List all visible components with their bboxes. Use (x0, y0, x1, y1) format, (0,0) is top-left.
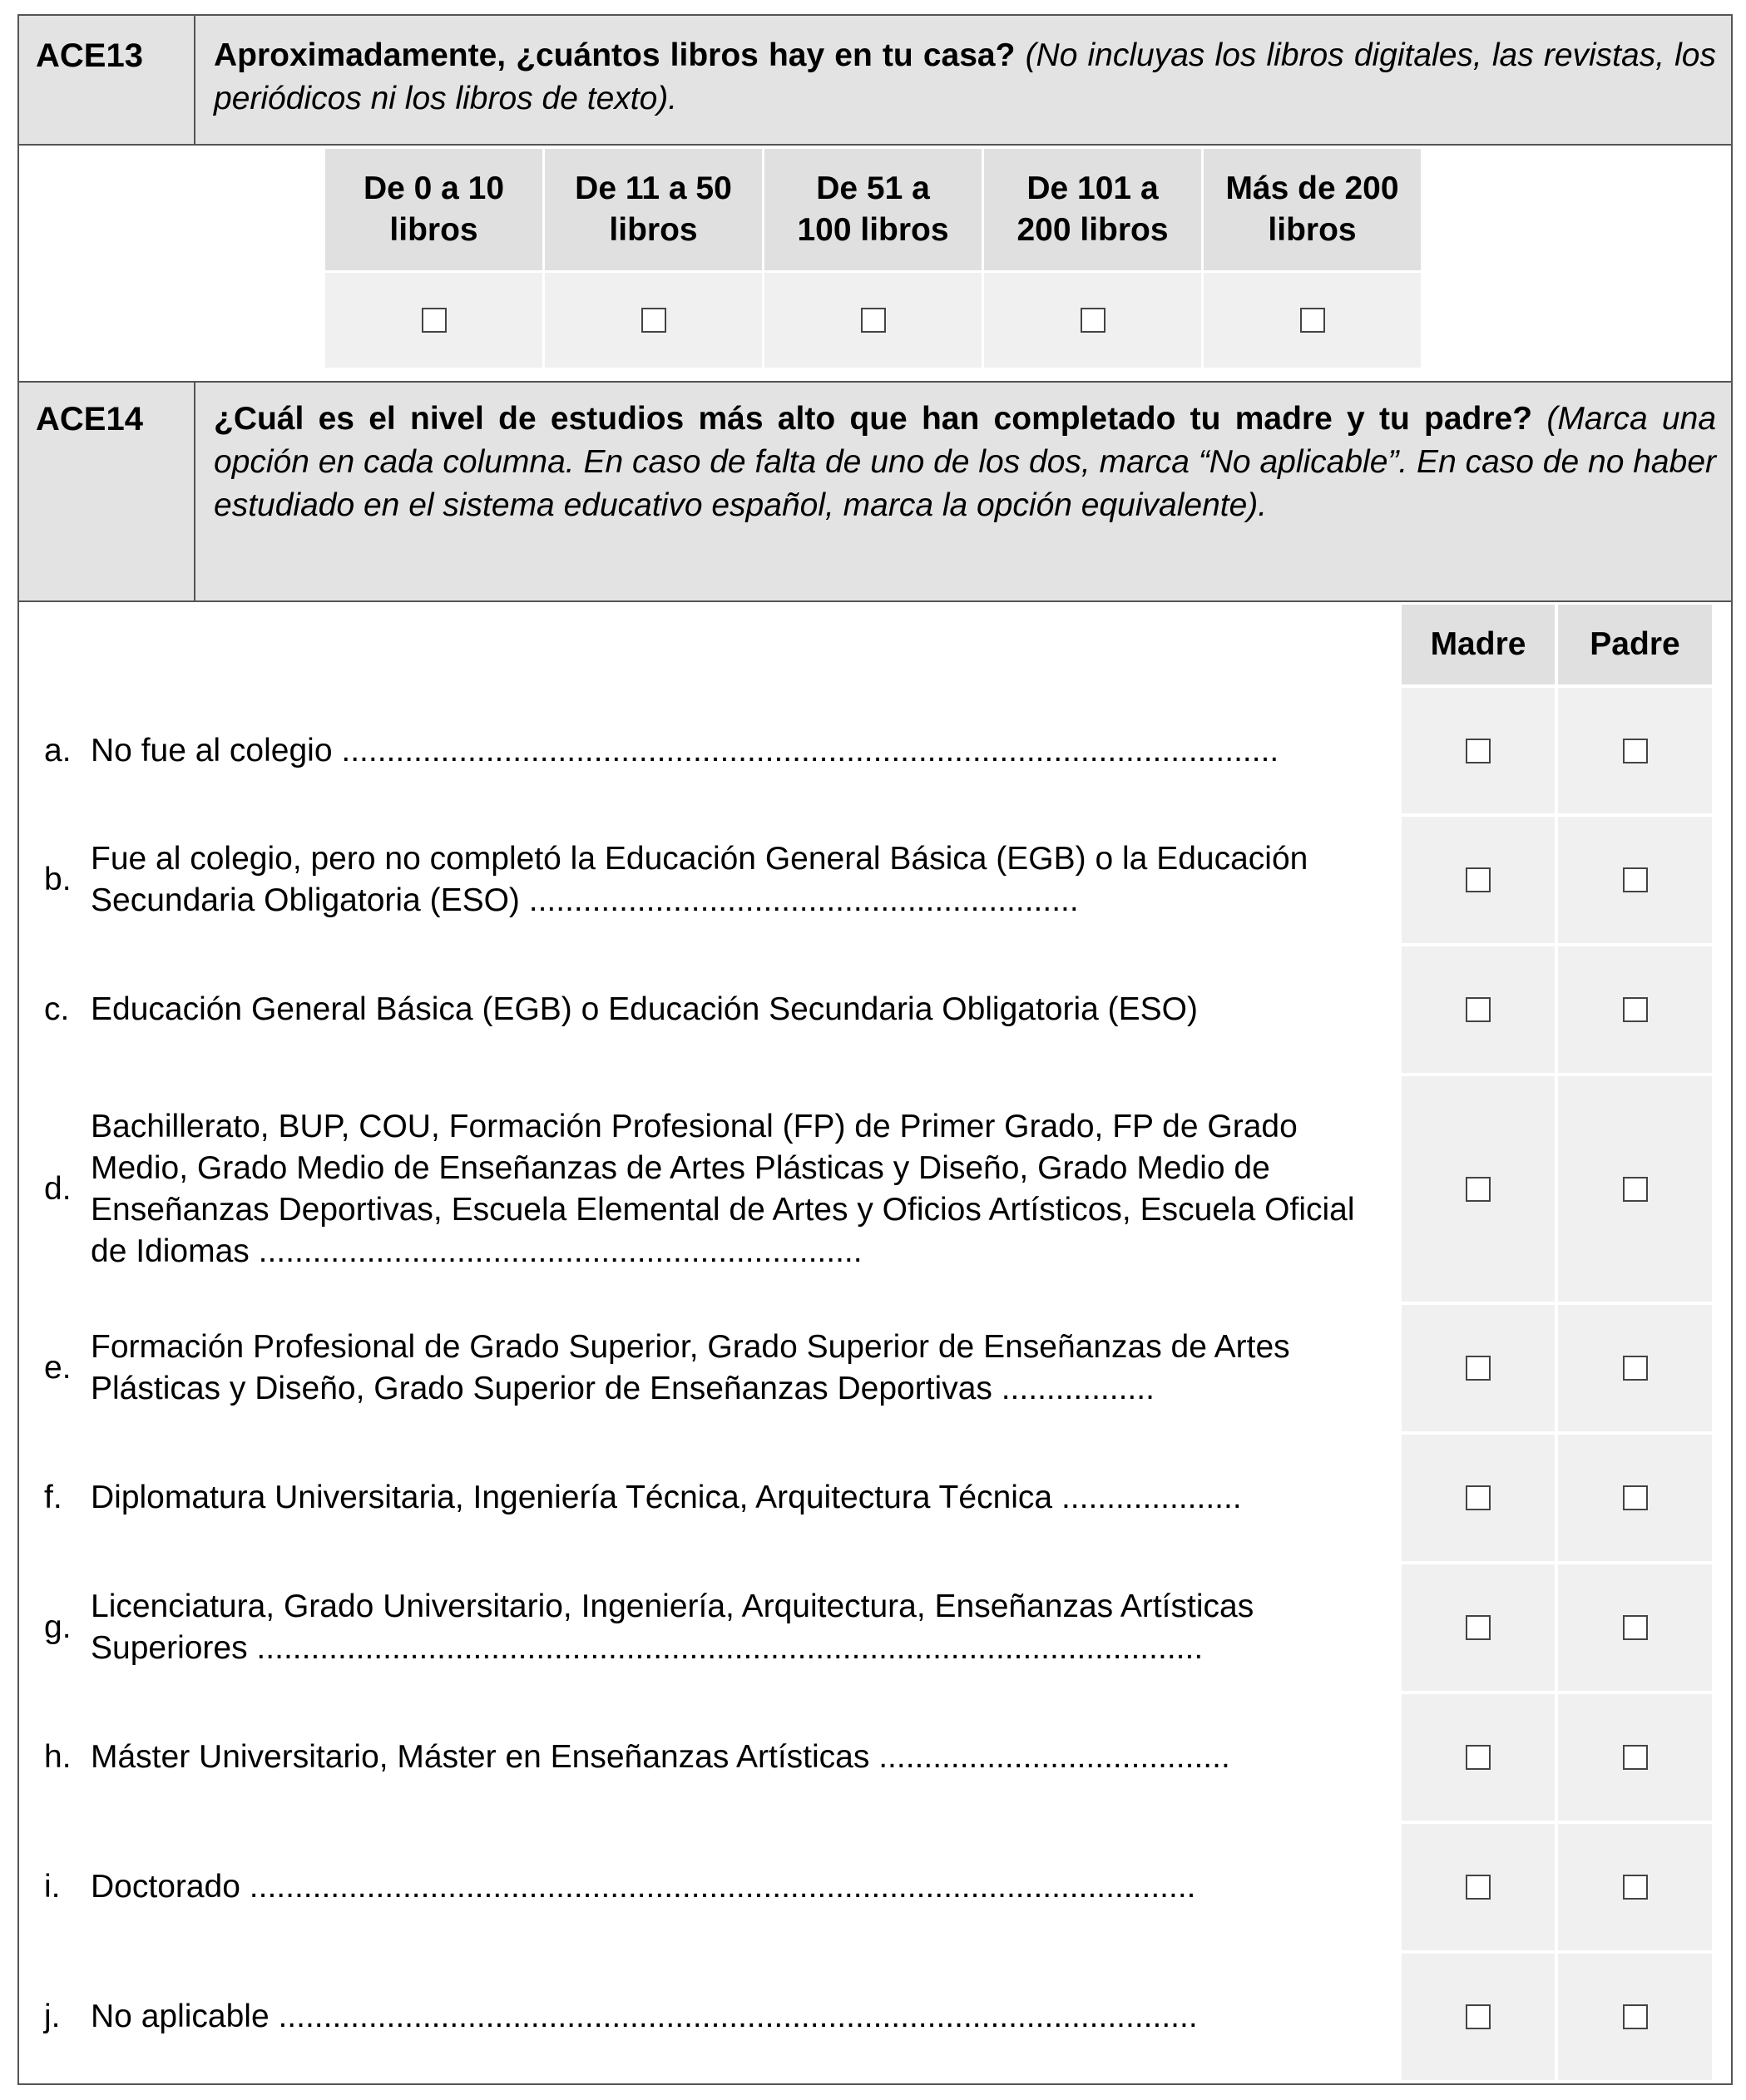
checkbox-cell-madre (1402, 1076, 1555, 1302)
ace14-question-italic: (Marca una opción en cada columna. En caso de falta de uno de los dos, marca “No aplicable”. En caso de no haber estudiado en el sistema educativo español, marca la opción equivalente). (214, 401, 1717, 523)
checkbox-cell-madre (1402, 1305, 1555, 1431)
checkbox-cell-madre (1402, 817, 1555, 943)
item-label: Licenciatura, Grado Universitario, Ingeniería, Arquitectura, Enseñanzas Artísticas Superiores ......................................................................................................... (91, 1589, 1254, 1666)
ace13-checkbox-51-100[interactable] (861, 308, 886, 333)
checkbox-cell-padre (1558, 1694, 1712, 1821)
ace13-id-cell (19, 16, 195, 144)
checkbox-cell-padre (1558, 1564, 1712, 1691)
ace13-checkbox-101-200[interactable] (1081, 308, 1105, 333)
item-label: Diplomatura Universitaria, Ingeniería Técnica, Arquitectura Técnica .................... (91, 1480, 1242, 1515)
list-item (44, 1305, 1392, 1431)
column-header-padre: Padre (1558, 605, 1712, 684)
ace14-question-bold: ¿Cuál es el nivel de estudios más alto que han completado tu madre y tu padre? (214, 401, 1533, 437)
ace13-option-header: Más de 200 libros (1204, 149, 1421, 270)
item-letter: i. (44, 1869, 61, 1905)
ace13-checkbox-11-50[interactable] (641, 308, 666, 333)
checkbox-cell-padre (1558, 1954, 1712, 2080)
checkbox-madre[interactable] (1466, 2004, 1491, 2029)
checkbox-madre[interactable] (1466, 1875, 1491, 1900)
checkbox-padre[interactable] (1623, 739, 1648, 763)
ace13-option-cell (764, 270, 982, 368)
list-item (44, 817, 1392, 943)
ace13-option-header: De 11 a 50 libros (545, 149, 762, 270)
list-item (44, 1564, 1392, 1691)
ace13-option-cell (545, 270, 762, 368)
checkbox-padre[interactable] (1623, 2004, 1648, 2029)
checkbox-madre[interactable] (1466, 1485, 1491, 1510)
ace14-question-row (19, 381, 1731, 602)
checkbox-madre[interactable] (1466, 867, 1491, 892)
ace13-option-cell (1204, 270, 1421, 368)
ace13-checkbox-0-10[interactable] (422, 308, 447, 333)
checkbox-cell-padre (1558, 1435, 1712, 1561)
checkbox-madre[interactable] (1466, 997, 1491, 1022)
checkbox-padre[interactable] (1623, 1356, 1648, 1381)
checkbox-cell-madre (1402, 946, 1555, 1073)
item-label: No fue al colegio ........................................................................................................ (91, 732, 1279, 768)
checkbox-padre[interactable] (1623, 1177, 1648, 1202)
ace13-option-cell (984, 270, 1201, 368)
item-letter: h. (44, 1739, 72, 1775)
checkbox-cell-madre (1402, 1564, 1555, 1691)
list-item (44, 1694, 1392, 1821)
item-letter: g. (44, 1609, 72, 1645)
item-label: Formación Profesional de Grado Superior, Grado Superior de Enseñanzas de Artes Plásticas y Diseño, Grado Superior de Enseñanzas Deportivas ................. (91, 1329, 1290, 1406)
item-label: Educación General Básica (EGB) o Educación Secundaria Obligatoria (ESO) (91, 991, 1199, 1027)
ace13-question-text (214, 34, 1716, 121)
ace13-question-bold: Aproximadamente, ¿cuántos libros hay en tu casa? (214, 37, 1016, 73)
checkbox-cell-madre (1402, 1694, 1555, 1821)
item-letter: b. (44, 862, 72, 897)
checkbox-cell-padre (1558, 688, 1712, 813)
item-letter: f. (44, 1480, 62, 1515)
item-letter: j. (44, 1999, 61, 2034)
checkbox-cell-padre (1558, 1824, 1712, 1950)
checkbox-madre[interactable] (1466, 1745, 1491, 1770)
checkbox-madre[interactable] (1466, 1356, 1491, 1381)
checkbox-cell-padre (1558, 817, 1712, 943)
ace14-id-cell (19, 383, 195, 600)
ace13-option-header: De 101 a 200 libros (984, 149, 1201, 270)
checkbox-padre[interactable] (1623, 1745, 1648, 1770)
item-label: Bachillerato, BUP, COU, Formación Profesional (FP) de Primer Grado, FP de Grado Medio, Grado Medio de Enseñanzas de Artes Plásticas y Diseño, Grado Medio de Enseñanzas Deportivas, Escuela Elemental de Artes y Oficios Artísticos, Escuela Oficial de Idiomas ................................................................... (91, 1108, 1355, 1269)
ace13-question-row (19, 16, 1731, 146)
checkbox-cell-madre (1402, 1435, 1555, 1561)
ace13-option-cell (325, 270, 542, 368)
checkbox-cell-madre (1402, 1824, 1555, 1950)
checkbox-madre[interactable] (1466, 1615, 1491, 1640)
ace13-option-header: De 0 a 10 libros (325, 149, 542, 270)
checkbox-cell-madre (1402, 1954, 1555, 2080)
column-header-madre: Madre (1402, 605, 1555, 684)
checkbox-cell-madre (1402, 688, 1555, 813)
ace13-question-italic: (No incluyas los libros digitales, las revistas, los periódicos ni los libros de texto). (214, 37, 1716, 116)
item-letter: c. (44, 991, 70, 1027)
checkbox-padre[interactable] (1623, 997, 1648, 1022)
ace13-checkbox-200-plus[interactable] (1300, 308, 1325, 333)
checkbox-padre[interactable] (1623, 1875, 1648, 1900)
ace14-id: ACE14 (36, 401, 143, 437)
checkbox-padre[interactable] (1623, 867, 1648, 892)
list-item (44, 1076, 1392, 1302)
ace13-options-table (323, 149, 1423, 368)
checkbox-cell-padre (1558, 946, 1712, 1073)
item-letter: d. (44, 1170, 72, 1207)
ace13-id: ACE13 (36, 37, 143, 74)
checkbox-madre[interactable] (1466, 1177, 1491, 1202)
list-item (44, 688, 1392, 813)
item-letter: e. (44, 1350, 72, 1386)
list-item (44, 1954, 1392, 2080)
item-label: No aplicable ...................................................................................................... (91, 1999, 1198, 2034)
ace14-question-text (214, 398, 1716, 527)
checkbox-cell-padre (1558, 1076, 1712, 1302)
checkbox-padre[interactable] (1623, 1615, 1648, 1640)
ace13-option-header: De 51 a 100 libros (764, 149, 982, 270)
list-item (44, 1435, 1392, 1561)
checkbox-padre[interactable] (1623, 1485, 1648, 1510)
questionnaire-frame (17, 14, 1733, 2085)
list-item (44, 946, 1392, 1073)
item-label: Fue al colegio, pero no completó la Educación General Básica (EGB) o la Educación Secundaria Obligatoria (ESO) ............................................................. (91, 841, 1308, 918)
item-label: Doctorado ......................................................................................................... (91, 1869, 1196, 1905)
item-letter: a. (44, 732, 72, 768)
checkbox-cell-padre (1558, 1305, 1712, 1431)
checkbox-madre[interactable] (1466, 739, 1491, 763)
item-label: Máster Universitario, Máster en Enseñanzas Artísticas ....................................... (91, 1739, 1230, 1775)
list-item (44, 1824, 1392, 1950)
